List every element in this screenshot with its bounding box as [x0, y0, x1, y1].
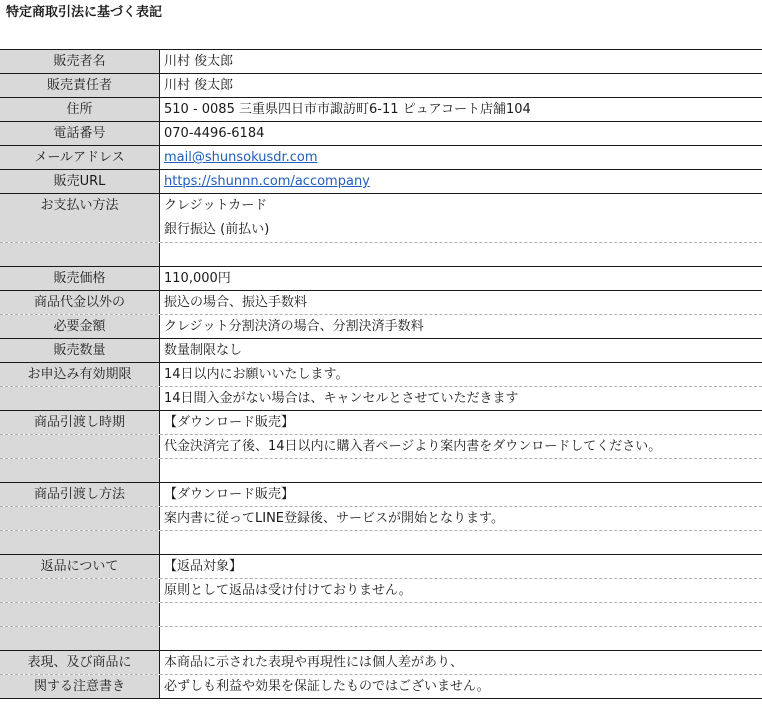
table-row-seller-name — [0, 50, 762, 74]
row-label: 販売者名 — [0, 50, 160, 73]
table-row-delivery-time — [0, 411, 762, 435]
row-label: 商品代金以外の — [0, 291, 160, 314]
row-label — [0, 243, 160, 266]
row-value — [160, 627, 762, 650]
table-row-delivery-method-cont — [0, 507, 762, 531]
row-label: 販売価格 — [0, 267, 160, 290]
table-row-email — [0, 146, 762, 170]
row-value: クレジット分割決済の場合、分割決済手数料 — [164, 319, 424, 334]
row-label: 表現、及び商品に — [0, 651, 160, 674]
row-label — [0, 387, 160, 410]
table-row-validity — [0, 363, 762, 387]
payment-method-credit: クレジットカード — [164, 198, 268, 213]
table-row-blank — [0, 531, 762, 555]
row-value: 110,000円 — [164, 271, 231, 286]
row-label: 商品引渡し方法 — [0, 483, 160, 506]
table-row-blank — [0, 459, 762, 483]
payment-method-bank: 銀行振込 (前払い) — [164, 222, 270, 237]
row-value: 川村 俊太郎 — [164, 78, 234, 93]
row-value — [160, 531, 762, 554]
row-label: 販売責任者 — [0, 74, 160, 97]
row-label: 商品引渡し時期 — [0, 411, 160, 434]
row-value — [160, 243, 762, 266]
row-value: 本商品に示された表現や再現性には個人差があり、 — [164, 655, 464, 670]
table-row-blank — [0, 627, 762, 651]
row-label: お申込み有効期限 — [0, 363, 160, 386]
row-value: 14日以内にお願いいたします。 — [164, 367, 349, 382]
row-label: 住所 — [0, 98, 160, 121]
row-label: メールアドレス — [0, 146, 160, 169]
row-value: 070-4496-6184 — [164, 126, 265, 141]
row-label: 関する注意書き — [0, 675, 160, 698]
row-value: 510 - 0085 三重県四日市市諏訪町6-11 ピュアコート店舗104 — [164, 102, 531, 117]
row-label — [0, 531, 160, 554]
row-value: 川村 俊太郎 — [164, 54, 234, 69]
row-value: 14日間入金がない場合は、キャンセルとさせていただきます — [164, 391, 519, 406]
row-value-cell — [160, 170, 762, 193]
table-row-address — [0, 98, 762, 122]
row-value — [160, 603, 762, 626]
sales-url-link[interactable]: https://shunnn.com/accompany — [164, 174, 370, 189]
table-row-payment-method — [0, 194, 762, 243]
table-row-delivery-method — [0, 483, 762, 507]
legal-notice-table — [0, 49, 762, 699]
table-row-disclaimer — [0, 651, 762, 675]
email-link[interactable]: mail@shunsokusdr.com — [164, 150, 318, 165]
row-value: 【返品対象】 — [164, 559, 243, 574]
row-value: 必ずしも利益や効果を保証したものではございません。 — [164, 679, 490, 694]
row-label — [0, 579, 160, 602]
row-label: 販売URL — [0, 170, 160, 193]
table-row-delivery-time-cont — [0, 435, 762, 459]
row-label — [0, 627, 160, 650]
row-value-cell — [160, 194, 762, 242]
row-label: お支払い方法 — [0, 194, 160, 242]
row-label: 返品について — [0, 555, 160, 578]
row-value: 【ダウンロード販売】 — [164, 487, 295, 502]
row-label: 販売数量 — [0, 339, 160, 362]
row-value: 代金決済完了後、14日以内に購入者ページより案内書をダウンロードしてください。 — [164, 439, 662, 454]
row-value — [160, 459, 762, 482]
table-row-sales-manager — [0, 74, 762, 98]
page-title: 特定商取引法に基づく表記 — [6, 5, 163, 20]
row-value-cell — [160, 146, 762, 169]
row-label — [0, 507, 160, 530]
row-label — [0, 459, 160, 482]
row-label: 電話番号 — [0, 122, 160, 145]
table-row-disclaimer-cont — [0, 675, 762, 699]
row-value: 数量制限なし — [164, 343, 243, 358]
row-value: 原則として返品は受け付けておりません。 — [164, 583, 412, 598]
table-row-returns-cont — [0, 579, 762, 603]
table-row-additional-fees-cont — [0, 315, 762, 339]
row-value: 振込の場合、振込手数料 — [164, 295, 308, 310]
row-label — [0, 435, 160, 458]
row-value: 案内書に従ってLINE登録後、サービスが開始となります。 — [164, 511, 504, 526]
table-row-quantity — [0, 339, 762, 363]
table-row-validity-cont — [0, 387, 762, 411]
table-row-price — [0, 267, 762, 291]
row-label — [0, 603, 160, 626]
table-row-blank — [0, 243, 762, 267]
row-value: 【ダウンロード販売】 — [164, 415, 295, 430]
table-row-blank — [0, 603, 762, 627]
row-label: 必要金額 — [0, 315, 160, 338]
table-row-sales-url — [0, 170, 762, 194]
table-row-returns — [0, 555, 762, 579]
table-row-phone — [0, 122, 762, 146]
table-row-additional-fees — [0, 291, 762, 315]
